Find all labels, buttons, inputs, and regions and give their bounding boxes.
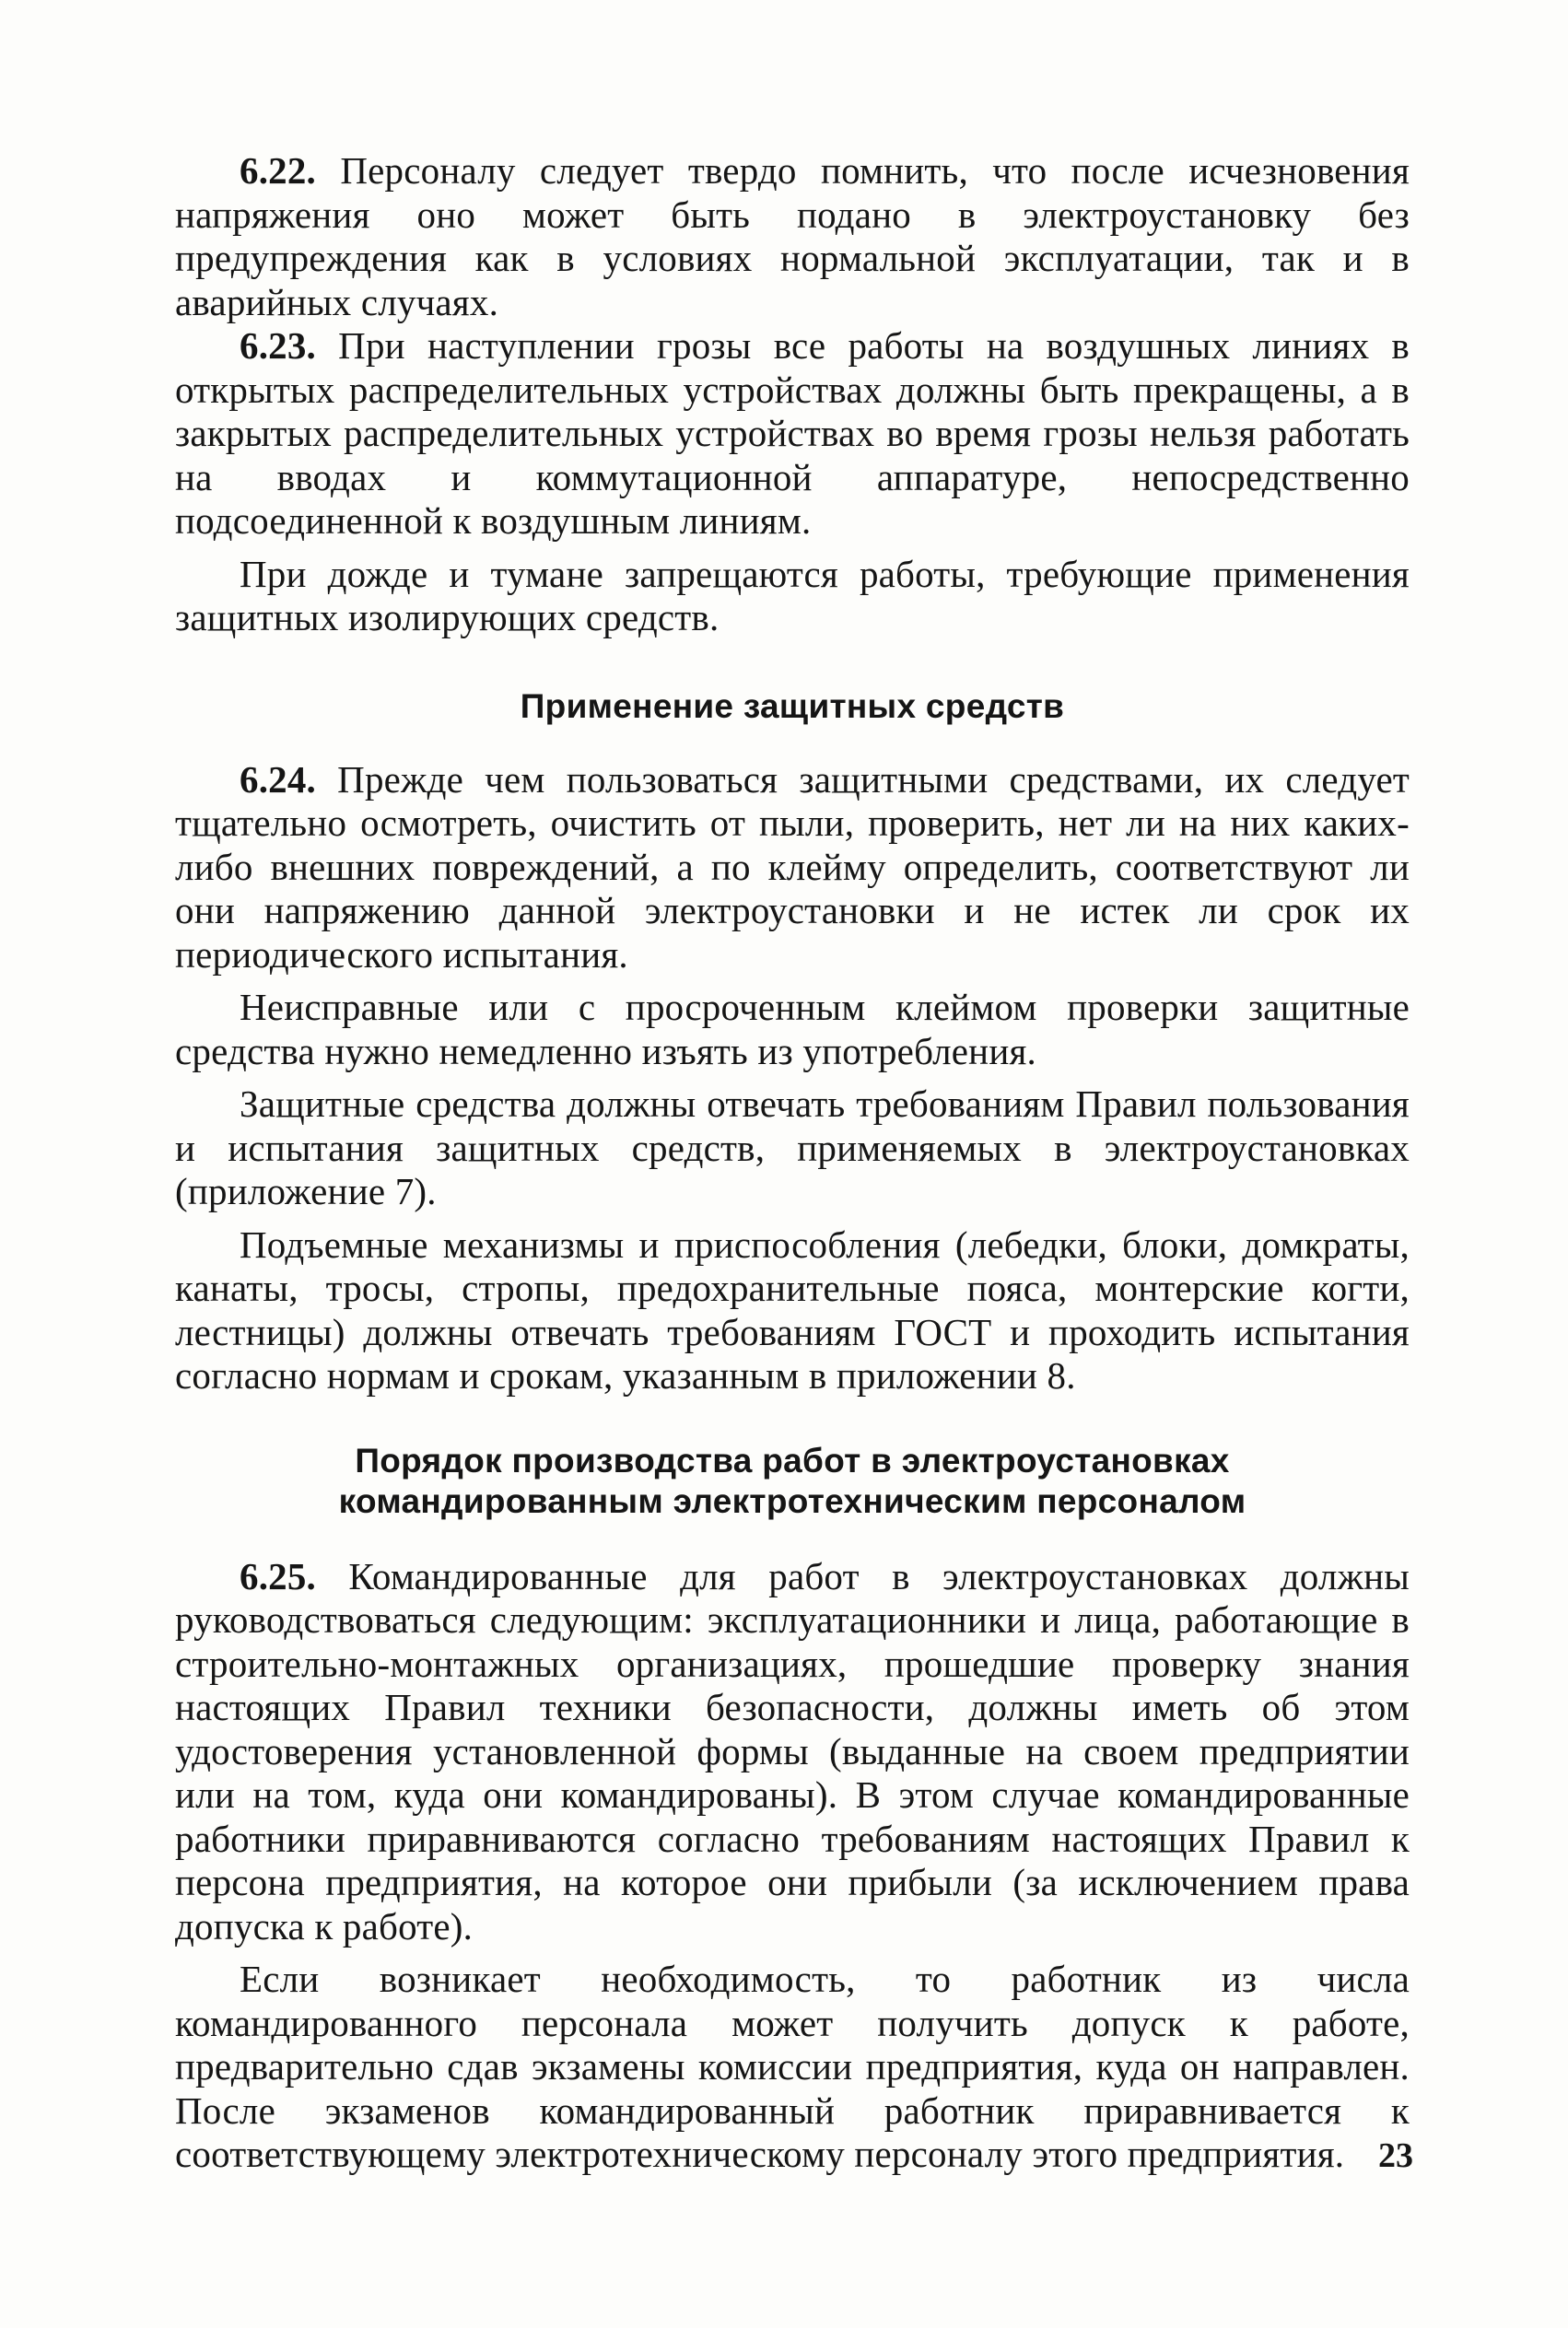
paragraph-text: При дожде и тумане запрещаются работы, требующие применения защитных изолирующих средств. — [175, 552, 1410, 638]
paragraph-text: Прежде чем пользоваться защитными средствами, их следует тщательно осмотреть, очистить от пыли, проверить, нет ли на них каких-либо внешних повреждений, а по клейму определить, соответствуют ли они напряжению данной электроустановки и не истек ли срок их периодического испытания. — [175, 757, 1410, 976]
paragraph-text: Неисправные или с просроченным клеймом проверки защитные средства нужно немедленно изъять из употребления. — [175, 986, 1410, 1072]
paragraph-6-24-lifting-mechanisms — [175, 1223, 1410, 1398]
clause-number: 6.25. — [240, 1554, 316, 1597]
paragraph-6-22 — [175, 149, 1410, 324]
paragraph-text: Командированные для работ в электроустановках должны руководствоваться следующим: эксплуатационники и лица, работающие в строительно-монтажных организациях, прошедшие проверку знания настоящих Правил техники безопасности, должны иметь об этом удостоверения установленной формы (выданные на своем предприятии или на том, куда они командированы). В этом случае командированные работники приравниваются согласно требованиям настоящих Правил к персона предприятия, на которое они прибыли (за исключением права допуска к работе). — [175, 1554, 1410, 1948]
paragraph-text: При наступлении грозы все работы на воздушных линиях в открытых распределительных устройствах должны быть прекращены, а в закрытых распределительных устройствах во время грозы нельзя работать на вводах и коммутационной аппаратуре, непосредственно подсоединенной к воздушным линиям. — [175, 324, 1410, 542]
paragraph-6-24-requirements — [175, 1082, 1410, 1214]
heading-text: Применение защитных средств — [520, 686, 1065, 725]
clause-number: 6.22. — [240, 149, 316, 192]
paragraph-6-25-exams — [175, 1958, 1410, 2177]
paragraph-6-23 — [175, 324, 1410, 544]
page-number: 23 — [1378, 2136, 1413, 2175]
paragraph-6-24-faulty-means — [175, 986, 1410, 1073]
paragraph-text: Защитные средства должны отвечать требованиям Правил пользования и испытания защитных средств, применяемых в электроустановках (приложение 7). — [175, 1082, 1410, 1212]
paragraph-6-25 — [175, 1555, 1410, 1949]
paragraph-text: Если возникает необходимость, то работник из числа командированного персонала может получить допуск к работе, предварительно сдав экзамены комиссии предприятия, куда он направлен. После экзаменов командированный работник приравнивается к соответствующему электротехническому персоналу этого предприятия. — [175, 1958, 1410, 2175]
paragraph-text: Персоналу следует твердо помнить, что после исчезновения напряжения оно может быть подано в электроустановку без предупреждения как в условиях нормальной эксплуатации, так и в аварийных случаях. — [175, 149, 1410, 323]
page-body — [175, 149, 1410, 2177]
heading-line-2: командированным электротехническим персоналом — [338, 1481, 1246, 1520]
paragraph-6-24 — [175, 758, 1410, 977]
paragraph-text: Подъемные механизмы и приспособления (лебедки, блоки, домкраты, канаты, тросы, стропы, предохранительные пояса, монтерские когти, лестницы) должны отвечать требованиям ГОСТ и проходить испытания согласно нормам и срокам, указанным в приложении 8. — [175, 1222, 1410, 1397]
clause-number: 6.24. — [240, 757, 316, 801]
section-heading-seconded-personnel — [175, 1441, 1410, 1522]
heading-line-1: Порядок производства работ в электроустановках — [355, 1441, 1230, 1480]
clause-number: 6.23. — [240, 324, 316, 367]
paragraph-6-23-continued — [175, 553, 1410, 640]
section-heading-protective-means — [175, 686, 1410, 727]
